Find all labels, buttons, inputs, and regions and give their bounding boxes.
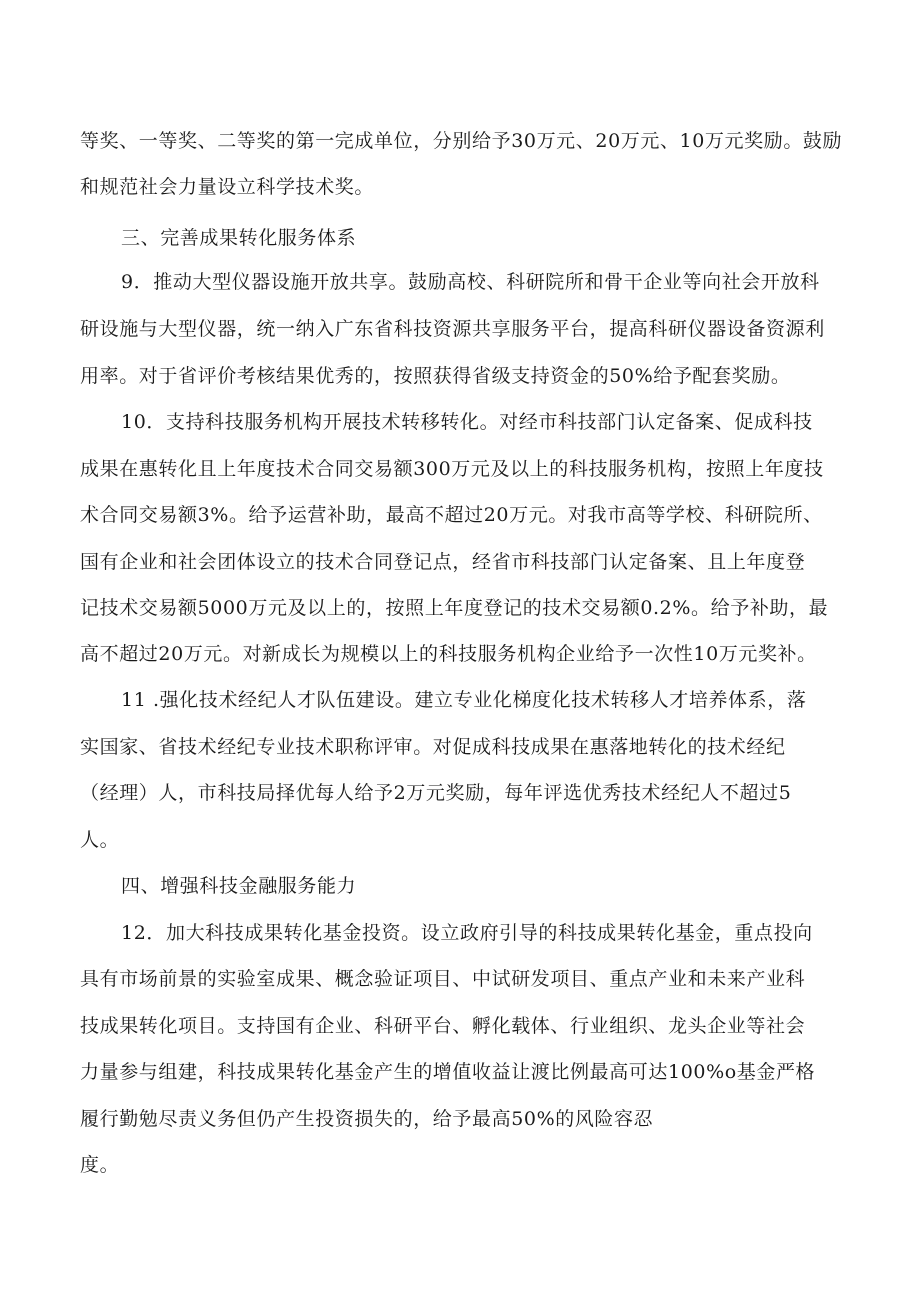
text-line: 等奖、一等奖、二等奖的第一完成单位，分别给予30万元、20万元、10万元奖励。鼓励 (80, 130, 843, 152)
section-heading: 三、完善成果转化服务体系 (121, 227, 357, 249)
text-line: 研设施与大型仪器，统一纳入广东省科技资源共享服务平台，提高科研仪器设备资源利 (80, 318, 825, 340)
text-line: 12．加大科技成果转化基金投资。设立政府引导的科技成果转化基金，重点投向 (121, 922, 813, 944)
text-line: 具有市场前景的实验室成果、概念验证项目、中试研发项目、重点产业和未来产业科 (80, 968, 806, 990)
text-line: 和规范社会力量设立科学技术奖。 (80, 176, 375, 198)
text-line: 履行勤勉尽责义务但仍产生投资损失的，给予最高50%的风险容忍 (80, 1108, 654, 1130)
text-line: 实国家、省技术经纪专业技术职称评审。对促成科技成果在惠落地转化的技术经纪 (80, 736, 786, 758)
text-line: 国有企业和社会团体设立的技术合同登记点，经省市科技部门认定备案、且上年度登 (80, 551, 806, 573)
text-line: 成果在惠转化且上年度技术合同交易额300万元及以上的科技服务机构，按照上年度技 (80, 458, 824, 480)
text-line: 10．支持科技服务机构开展技术转移转化。对经市科技部门认定备案、促成科技 (121, 411, 813, 433)
text-line: 技成果转化项目。支持国有企业、科研平台、孵化载体、行业组织、龙头企业等社会 (80, 1015, 806, 1037)
text-line: 人。 (80, 829, 120, 851)
text-line: 11 .强化技术经纪人才队伍建设。建立专业化梯度化技术转移人才培养体系，落 (121, 689, 807, 711)
text-line: 术合同交易额3%。给予运营补助，最高不超过20万元。对我市高等学校、科研院所、 (80, 504, 823, 526)
section-heading: 四、增强科技金融服务能力 (121, 875, 357, 897)
text-line: 记技术交易额5000万元及以上的，按照上年度登记的技术交易额0.2%。给予补助，最 (80, 597, 829, 619)
text-line: 用率。对于省评价考核结果优秀的，按照获得省级支持资金的50%给予配套奖励。 (80, 365, 791, 387)
text-line: 9．推动大型仪器设施开放共享。鼓励高校、科研院所和骨干企业等向社会开放科 (121, 271, 820, 293)
text-line: （经理）人，市科技局择优每人给予2万元奖励，每年评选优秀技术经纪人不超过5 (80, 782, 792, 804)
text-line: 力量参与组建，科技成果转化基金产生的增值收益让渡比例最高可达100%o基金严格 (80, 1061, 816, 1083)
text-line: 度。 (80, 1154, 120, 1176)
text-line: 高不超过20万元。对新成长为规模以上的科技服务机构企业给予一次性10万元奖补。 (80, 643, 817, 665)
